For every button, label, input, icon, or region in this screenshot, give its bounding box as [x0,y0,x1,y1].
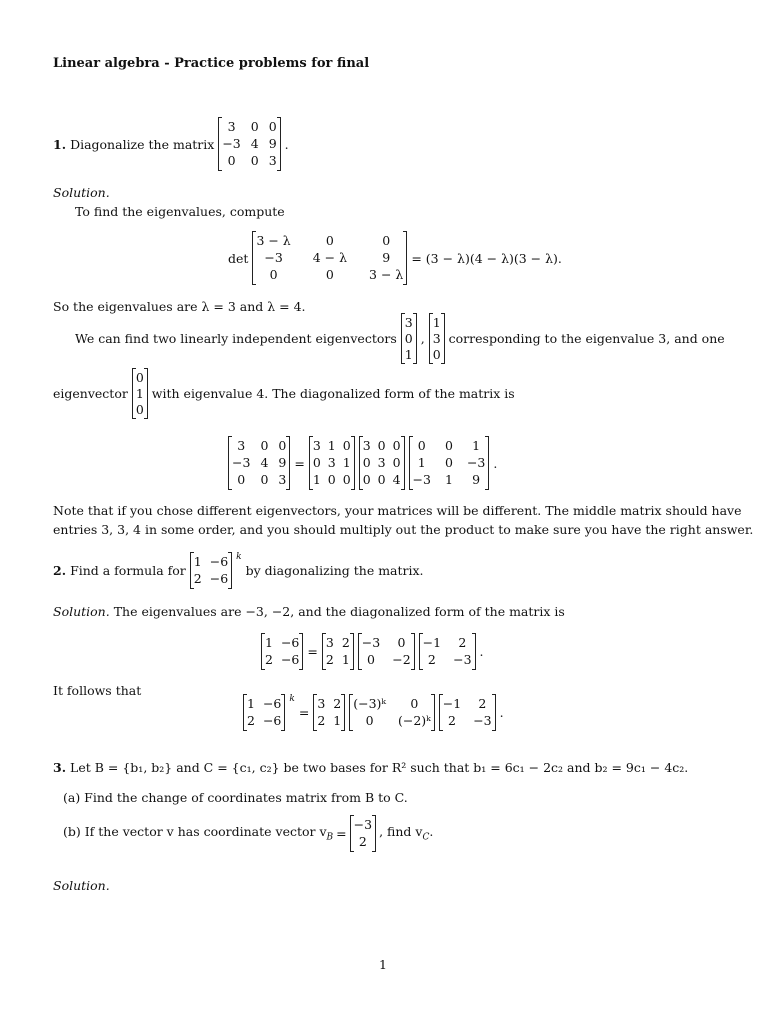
matrix-entry: −6 [262,696,282,711]
matrix-entry: 2 [458,635,467,650]
matrix-entry: −3 [264,250,283,265]
matrix-A [228,436,290,490]
solution-2-line [53,604,565,619]
exponent: k [236,552,242,562]
matrix-entry: 1 [312,472,321,487]
eigenvector-1 [401,313,417,364]
matrix [218,117,280,171]
power-formula [243,694,504,731]
matrix-entry: −3 [473,713,492,728]
matrix-entry: 2 [447,713,456,728]
eigenvector-2 [429,313,445,364]
matrix-entry: 1 [135,386,144,401]
matrix-D-power [349,694,435,731]
problem-text: Diagonalize the matrix [70,136,215,152]
note-line-2: entries 3, 3, 4 in some order, and you should multiply out the product to make sure you have the right answer. [53,522,754,537]
det-result: = (3 − λ)(4 − λ)(3 − λ). [411,250,562,266]
matrix-entry: 0 [260,438,269,453]
matrix-P-inverse [419,633,476,670]
matrix-entry: (−3)ᵏ [353,696,386,711]
matrix-entry: −1 [422,635,442,650]
solution-text: The eigenvalues are −3, −2, and the diagonalized form of the matrix is [113,604,565,619]
problem-text-2: by diagonalizing the matrix. [245,563,424,578]
equals: = [298,705,310,720]
matrix-entry: −2 [392,652,411,667]
matrix-entry: 1 [432,315,441,330]
matrix-entry: 0 [392,438,401,453]
part-b [63,815,433,852]
eigenvector-line [75,313,725,364]
eigenvector-3-line [53,368,515,419]
matrix-entry: 2 [478,696,487,711]
det-label: det [228,250,249,266]
matrix-entry: 1 [417,455,426,470]
matrix-entry: −6 [280,635,300,650]
matrix-entry: 3 [237,438,246,453]
matrix-entry: −3 [453,652,472,667]
matrix-entry: 1 [333,713,342,728]
page-title: Linear algebra - Practice problems for final [53,56,370,71]
matrix-entry: 3 [325,635,334,650]
det-matrix [252,231,407,285]
comma: , [420,331,425,346]
matrix-entry: 1 [265,635,273,650]
matrix-entry: −3 [353,817,373,832]
matrix-entry: 0 [269,267,278,282]
matrix-entry: 1 [193,554,202,569]
part-b-text-2: , find $v_C$. [379,824,434,843]
matrix-entry: 1 [342,455,351,470]
part-a: (a) Find the change of coordinates matrix from B to C. [63,790,408,805]
problem-1 [53,117,289,171]
matrix-entry: −6 [262,713,282,728]
solution-label: Solution. [53,878,110,893]
matrix-entry: 0 [327,472,336,487]
matrix-entry: 9 [278,455,287,470]
matrix-entry: 0 [417,438,426,453]
matrix-entry: 0 [367,652,375,667]
matrix-entry: 2 [333,696,342,711]
matrix-entry: 3 [377,455,386,470]
eigenvector-3 [132,368,148,419]
matrix-entry: 4 − λ [312,250,348,265]
matrix-D [358,633,415,670]
matrix-entry: −6 [209,571,229,586]
matrix-P [322,633,354,670]
matrix-entry: 0 [325,267,334,282]
matrix-entry: 3 [362,438,371,453]
matrix-entry: 2 [193,571,202,586]
matrix-entry: −3 [232,455,251,470]
matrix-entry: 0 [365,713,374,728]
matrix-entry: 0 [342,438,351,453]
matrix-entry: 9 [382,250,391,265]
matrix-entry: (−2)ᵏ [398,713,431,728]
part-b-text: (b) If the vector v has coordinate vector $v_B$ [63,824,334,843]
matrix-entry: 0 [404,331,413,346]
matrix-P [309,436,355,490]
matrix-entry: 0 [397,635,406,650]
matrix-entry: 1 [472,438,481,453]
eigenvalue-text: So the eigenvalues are λ = 3 and λ = 4. [53,299,306,314]
matrix-entry: −6 [209,554,229,569]
matrix-entry: 3 [317,696,326,711]
matrix-entry: 0 [362,472,371,487]
matrix-entry: 2 [427,652,436,667]
problem-3 [53,760,688,775]
matrix-entry: 1 [247,696,255,711]
follows-text: It follows that [53,683,142,698]
matrix-entry: 3 [327,455,336,470]
note-line-1: Note that if you chose different eigenvectors, your matrices will be different. The middle matrix should have [53,503,742,518]
matrix-entry: 3 − λ [369,267,404,282]
coordinate-vector [350,815,376,852]
solution-intro: To find the eigenvalues, compute [75,204,285,219]
equals: = [307,644,318,659]
matrix-entry: 4 [250,136,259,151]
period: . [493,455,498,471]
matrix-entry: 0 [382,233,391,248]
matrix-entry: 0 [432,347,441,362]
problem-text: Find a formula for [70,563,186,578]
matrix-entry: 0 [268,119,277,134]
solution-label: Solution. [53,185,110,200]
problem-number: 1. [53,136,67,152]
matrix-entry: 3 [268,153,277,168]
matrix-entry: 3 − λ [256,233,291,248]
matrix-entry: 1 [444,472,453,487]
matrix-P [313,694,345,731]
equals: = [336,826,347,841]
matrix-entry: 0 [410,696,419,711]
matrix-P-inverse [409,436,490,490]
problem-2 [53,552,424,589]
matrix-entry: 2 [317,713,326,728]
matrix-entry: 0 [342,472,351,487]
matrix-entry: 1 [327,438,336,453]
matrix-entry: 0 [444,438,453,453]
diagonalization-equation [228,436,497,490]
equals: = [294,455,305,471]
matrix-entry: −3 [361,635,381,650]
eigenvector-intro: We can find two linearly independent eigenvectors [75,331,397,346]
matrix-P-inverse [439,694,496,731]
period: . [284,136,289,152]
matrix-D [359,436,405,490]
matrix-entry: 9 [268,136,277,151]
diagonalization-2 [261,633,484,670]
matrix-entry: 0 [312,455,321,470]
problem-number: 2. [53,563,67,578]
matrix-entry: 2 [247,713,255,728]
eigenvector-label: eigenvector [53,386,128,401]
matrix [190,552,232,589]
matrix-entry: −3 [412,472,431,487]
problem-number: 3. [53,760,67,775]
matrix-entry: 0 [278,438,287,453]
eigenvector-3-cont: with eigenvalue 4. The diagonalized form of the matrix is [151,386,515,401]
determinant-equation [228,231,562,285]
matrix-entry: 0 [377,472,386,487]
matrix-entry: 0 [377,438,386,453]
problem-text: Let B = {b₁, b₂} and C = {c₁, c₂} be two bases for R² such that b₁ = 6c₁ − 2c₂ and b₂ = 9c₁ − 4c₂. [70,760,689,775]
period: . [499,705,504,720]
matrix-entry: −3 [222,136,241,151]
page-number: 1 [379,957,387,972]
matrix-entry: −6 [280,652,300,667]
matrix-entry: 0 [250,153,259,168]
matrix-entry: 0 [135,402,144,417]
matrix-entry: 2 [265,652,273,667]
matrix-entry: −1 [442,696,462,711]
matrix-entry: 0 [135,370,144,385]
matrix-entry: 2 [325,652,334,667]
matrix-entry: 2 [358,834,367,849]
matrix-entry: 1 [341,652,350,667]
matrix-entry: 3 [312,438,321,453]
period: . [479,644,484,659]
exponent: k [289,694,295,704]
matrix-entry: 2 [341,635,350,650]
matrix-entry: 0 [227,153,236,168]
matrix-A [261,633,303,670]
matrix-entry: 0 [325,233,334,248]
matrix-entry: −3 [466,455,486,470]
matrix-entry: 3 [227,119,236,134]
matrix-entry: 4 [392,472,401,487]
matrix-entry: 0 [260,472,269,487]
matrix-entry: 0 [250,119,259,134]
solution-label: Solution. [53,604,110,619]
eigenvector-cont: corresponding to the eigenvalue 3, and one [448,331,725,346]
matrix-entry: 4 [260,455,269,470]
matrix-entry: 3 [404,315,413,330]
matrix-entry: 0 [362,455,371,470]
matrix-entry: 0 [237,472,246,487]
matrix-entry: 3 [432,331,441,346]
matrix-entry: 0 [444,455,453,470]
matrix-entry: 3 [278,472,287,487]
matrix-entry: 0 [392,455,401,470]
matrix-entry: 9 [472,472,481,487]
matrix-A [243,694,285,731]
matrix-entry: 1 [404,347,413,362]
